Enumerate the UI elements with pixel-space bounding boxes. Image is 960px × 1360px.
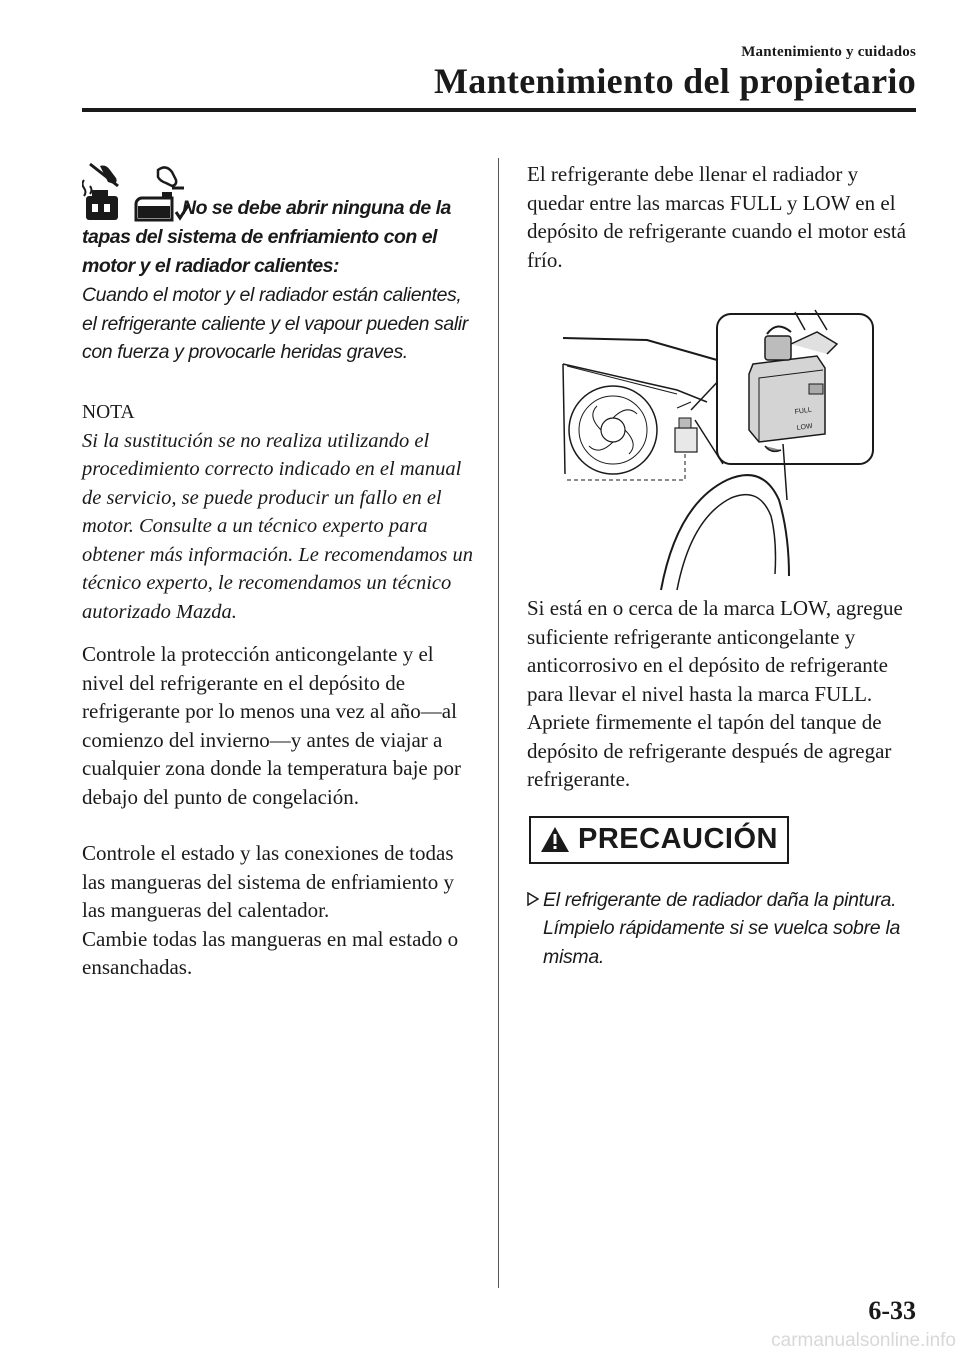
- page-number: 6-33: [868, 1296, 916, 1325]
- arrow-bullet-icon: [527, 886, 543, 972]
- warning-body: Cuando el motor y el radiador están calientes, el refrigerante caliente y el vapour pueden salir con fuerza y provocarle heridas graves.: [82, 284, 468, 363]
- low-mark-label: LOW: [796, 422, 814, 432]
- intro-paragraph: El refrigerante debe llenar el radiador y quedar entre las marcas FULL y LOW en el depósito de refrigerante cuando el motor está frío.: [527, 162, 907, 272]
- caution-item: [527, 886, 919, 972]
- warning-heading: No se debe abrir ninguna de la tapas del sistema de enfriamiento con el motor y el radiador calientes:: [82, 197, 451, 277]
- paragraph-hoses: Controle el estado y las conexiones de todas las mangueras del sistema de enfriamiento y las mangueras del calentador.: [82, 841, 455, 922]
- caution-box: [529, 816, 789, 864]
- caution-text-paint: El refrigerante de radiador daña la pintura.: [543, 888, 897, 911]
- page-title: Mantenimiento del propietario: [434, 61, 916, 101]
- right-column: [527, 160, 919, 971]
- warning-heading-first: [192, 193, 197, 222]
- warning-triangle-icon: [540, 826, 570, 853]
- paragraph-antifreeze: Controle la protección anticongelante y el nivel del refrigerante en el depósito de refrigerante por lo menos una vez al año―al comienzo del invierno―y antes de viajar a cualquier zona donde la temperatura baje por debajo del punto de congelación.: [82, 642, 461, 809]
- paragraph-replace-hoses: Cambie todas las mangueras en mal estado o ensanchadas.: [82, 926, 459, 979]
- full-mark-label: FULL: [794, 406, 813, 416]
- coolant-reservoir-figure: [527, 304, 919, 594]
- column-divider: [498, 158, 499, 1288]
- nota-label: NOTA: [82, 401, 135, 423]
- section-title: Mantenimiento y cuidados: [741, 44, 916, 60]
- caution-text-clean: Límpielo rápidamente si se vuelca sobre la misma.: [543, 917, 901, 968]
- watermark: carmanualsonline.info: [771, 1330, 956, 1351]
- caution-label: PRECAUCIÓN: [578, 823, 778, 855]
- coolant-reservoir-illustration: [527, 304, 919, 594]
- no-touch-hot-engine-icon: [82, 162, 124, 224]
- left-column: [82, 160, 474, 982]
- paragraph-low-mark: Si está en o cerca de la marca LOW, agregue suficiente refrigerante anticongelante y anticorrosivo en el depósito de refrigerante para llevar el nivel hasta la marca FULL.: [527, 596, 903, 706]
- paragraph-tighten-cap: Apriete firmemente el tapón del tanque de depósito de refrigerante después de agregar refrigerante.: [527, 710, 892, 791]
- header-rule: [82, 108, 916, 112]
- nota-text: Si la sustitución se no realiza utilizando el procedimiento correcto indicado en el manual de servicio, se puede producir un fallo en el motor. Consulte a un técnico experto para obtener más información. Le recomendamos un técnico experto, le recomendamos un técnico autorizado Mazda.: [82, 429, 473, 623]
